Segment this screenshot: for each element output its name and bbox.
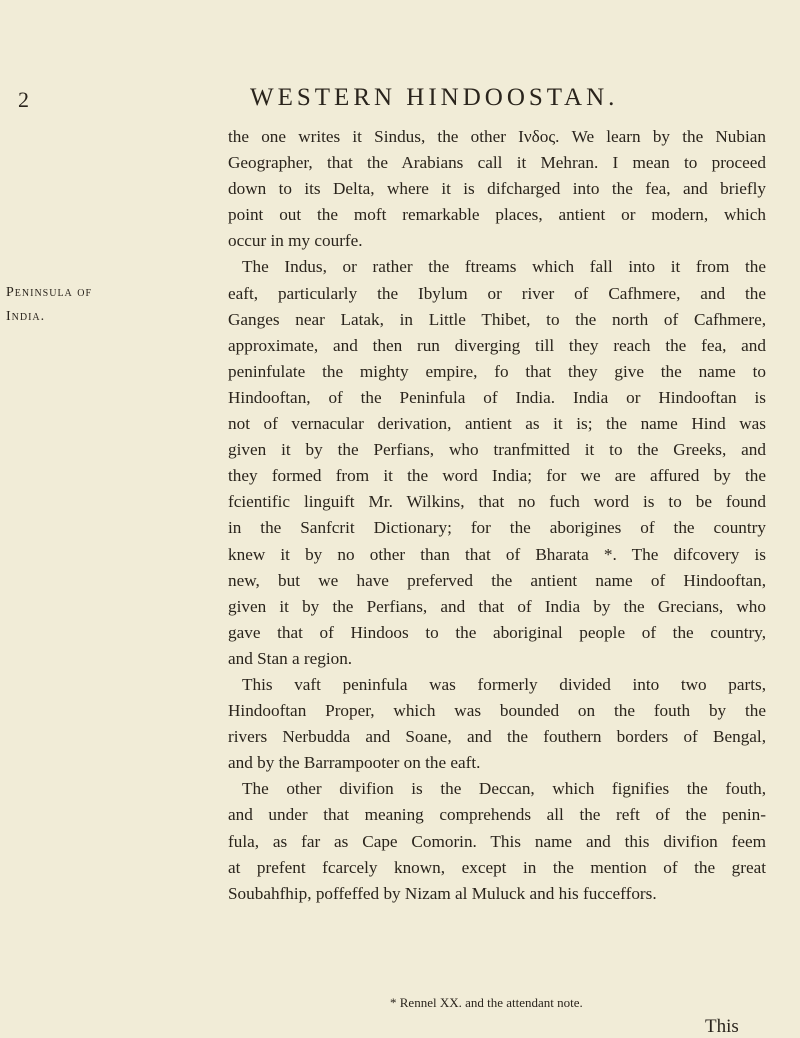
text-line: rivers Nerbudda and Soane, and the fouthern borders of Bengal,	[228, 727, 766, 747]
text-line: Hindooftan Proper, which was bounded on the fouth by the	[228, 701, 766, 721]
text-line: Ganges near Latak, in Little Thibet, to the north of Cafhmere,	[228, 309, 766, 329]
text-line: Geographer, that the Arabians call it Mehran. I mean to proceed	[228, 153, 766, 173]
margin-note-line-2: India.	[6, 309, 46, 324]
text-line: and under that meaning comprehends all the reft of the penin-	[228, 805, 766, 825]
catchword: This	[705, 1016, 739, 1037]
text-line: and by the Barrampooter on the eaft.	[228, 753, 481, 773]
text-line: knew it by no other than that of Bharata *. The difcovery is	[228, 544, 766, 564]
text-line: Hindooftan, of the Peninfula of India. India or Hindooftan is	[228, 387, 766, 407]
text-line: eaft, particularly the Ibylum or river of Cafhmere, and the	[228, 283, 766, 303]
text-line: point out the moft remarkable places, antient or modern, which	[228, 205, 766, 225]
text-line: fula, as far as Cape Comorin. This name and this divifion feem	[228, 831, 766, 851]
text-line: the one writes it Sindus, the other Ινδος. We learn by the Nubian	[228, 127, 766, 146]
text-line: peninfulate the mighty empire, fo that they give the name to	[228, 361, 766, 381]
text-line: at prefent fcarcely known, except in the mention of the great	[228, 857, 766, 877]
text-line: given it by the Perfians, who tranfmitted it to the Greeks, and	[228, 440, 766, 460]
text-line: approximate, and then run diverging till they reach the fea, and	[228, 335, 766, 355]
text-line: given it by the Perfians, and that of India by the Grecians, who	[228, 596, 766, 616]
text-line: and Stan a region.	[228, 648, 353, 668]
text-line: new, but we have preferved the antient name of Hindooftan,	[228, 570, 766, 590]
text-line: Soubahfhip, poffeffed by Nizam al Muluck and his fucceffors.	[228, 883, 657, 903]
text-line: not of vernacular derivation, antient as it is; the name Hind was	[228, 414, 766, 434]
footnote: * Rennel XX. and the attendant note.	[390, 995, 583, 1010]
margin-note-line-1: Peninsula of	[6, 285, 93, 300]
text-line: in the Sanfcrit Dictionary; for the aborigines of the country	[228, 518, 766, 538]
text-line: gave that of Hindoos to the aboriginal people of the country,	[228, 622, 766, 642]
text-line: fcientific linguift Mr. Wilkins, that no fuch word is to be found	[228, 492, 766, 512]
text-line: down to its Delta, where it is difcharged into the fea, and briefly	[228, 179, 766, 199]
text-line: occur in my courfe.	[228, 231, 363, 251]
running-head: WESTERN HINDOOSTAN.	[250, 84, 619, 111]
page-number: 2	[18, 87, 29, 112]
text-line: they formed from it the word India; for we are affured by the	[228, 466, 766, 486]
text-line: The other divifion is the Deccan, which fignifies the fouth,	[242, 779, 766, 799]
margin-note	[6, 281, 98, 329]
body-text	[228, 124, 766, 907]
text-line: The Indus, or rather the ftreams which fall into it from the	[242, 257, 766, 277]
text-line: This vaft peninfula was formerly divided into two parts,	[242, 674, 766, 694]
